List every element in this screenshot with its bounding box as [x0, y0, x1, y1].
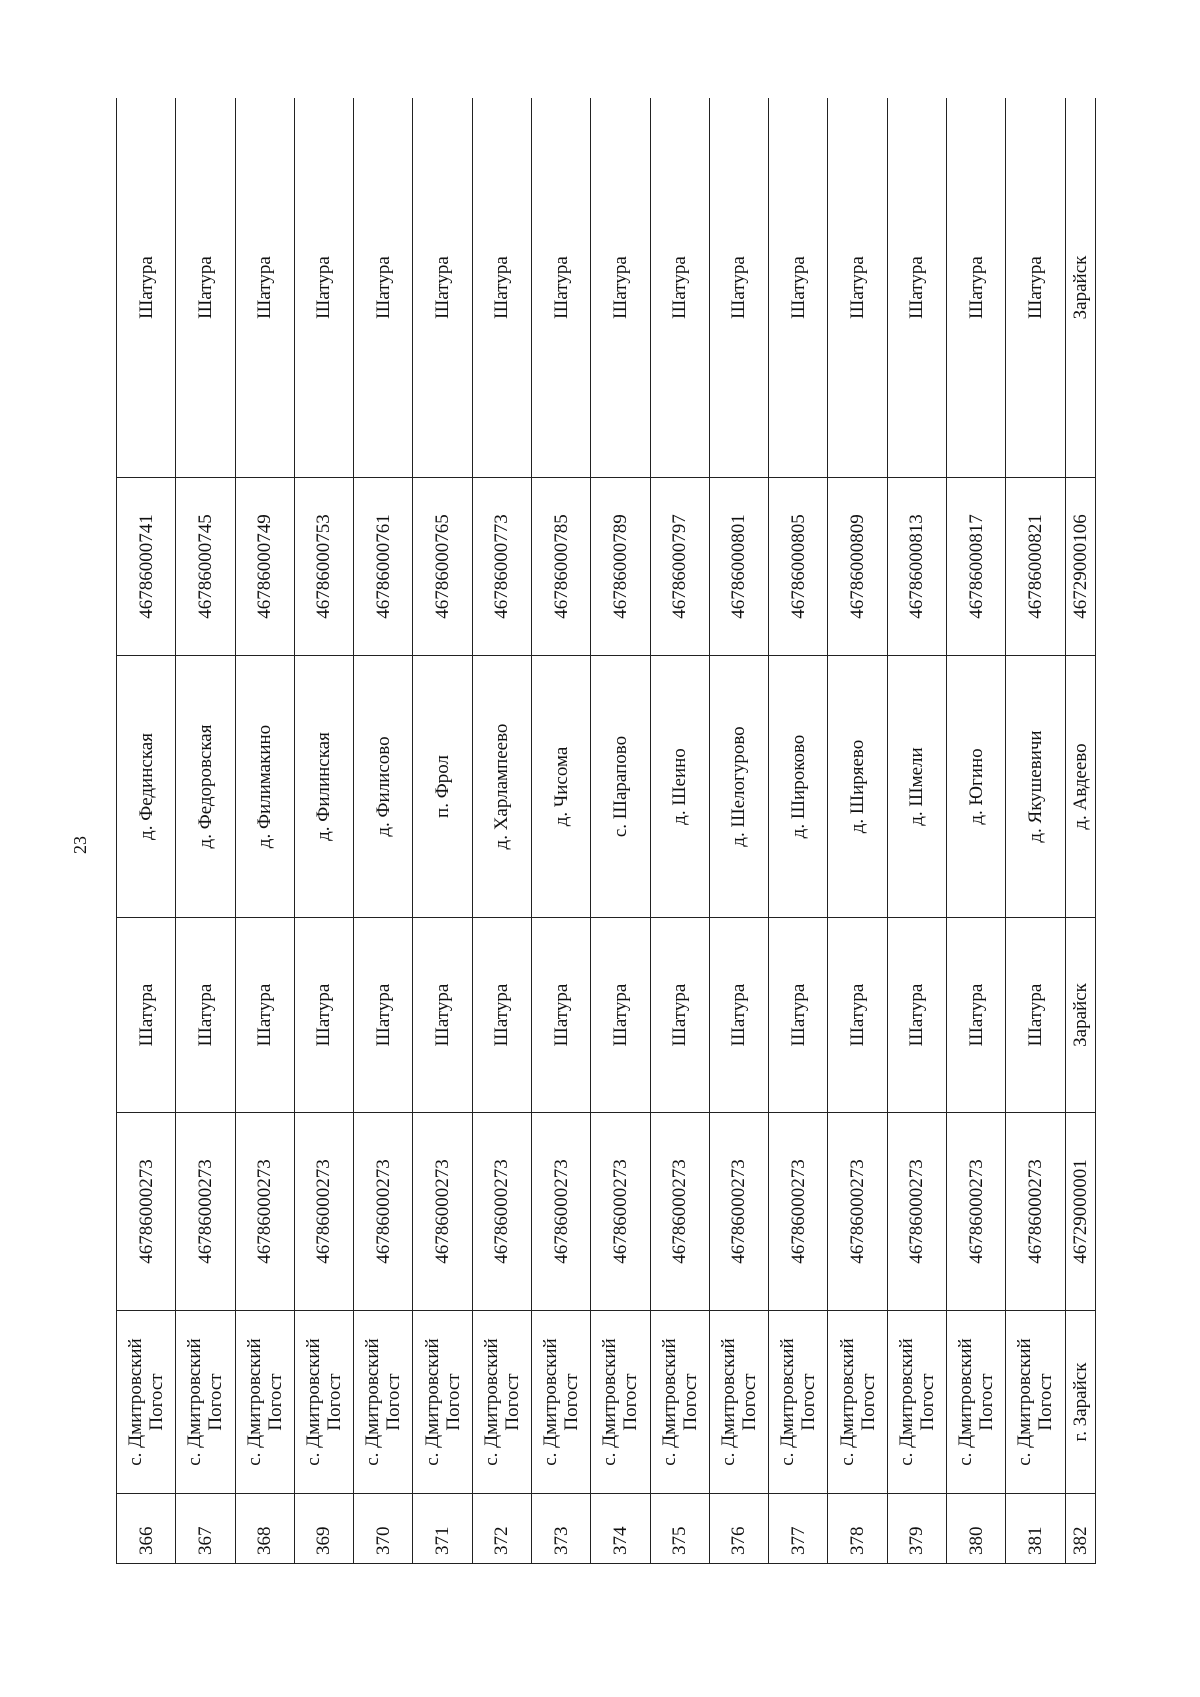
- row-number: 379: [887, 1494, 946, 1564]
- settlement-name: с. Дмитровский Погост: [117, 1311, 176, 1494]
- settlement-district: Шатура: [176, 918, 235, 1113]
- locality-district: Шатура: [472, 98, 531, 478]
- locality-name: д. Шмели: [887, 656, 946, 918]
- locality-name: д. Федоровская: [176, 656, 235, 918]
- row-number: 366: [117, 1494, 176, 1564]
- settlement-name: с. Дмитровский Погост: [531, 1311, 590, 1494]
- settlement-code: 46786000273: [354, 1113, 413, 1311]
- locality-code: 46786000821: [1006, 478, 1065, 656]
- locality-district: Шатура: [828, 98, 887, 478]
- settlement-code: 46786000273: [650, 1113, 709, 1311]
- settlement-code: 46786000273: [946, 1113, 1005, 1311]
- locality-name: д. Филимакино: [235, 656, 294, 918]
- settlement-name: с. Дмитровский Погост: [176, 1311, 235, 1494]
- table-row: [235, 98, 294, 1564]
- locality-code: 46786000817: [946, 478, 1005, 656]
- settlement-name: с. Дмитровский Погост: [946, 1311, 1005, 1494]
- table-row: [531, 98, 590, 1564]
- row-number: 375: [650, 1494, 709, 1564]
- row-number: 377: [769, 1494, 828, 1564]
- settlement-district: Шатура: [354, 918, 413, 1113]
- row-number: 368: [235, 1494, 294, 1564]
- locality-code: 46786000813: [887, 478, 946, 656]
- locality-name: д. Якушевичи: [1006, 656, 1065, 918]
- settlement-name: с. Дмитровский Погост: [650, 1311, 709, 1494]
- table-row: [176, 98, 235, 1564]
- table-row: [650, 98, 709, 1564]
- row-number: 371: [413, 1494, 472, 1564]
- settlement-name: с. Дмитровский Погост: [591, 1311, 650, 1494]
- locality-district: Шатура: [591, 98, 650, 478]
- settlement-code: 46786000273: [176, 1113, 235, 1311]
- settlement-name: г. Зарайск: [1065, 1311, 1096, 1494]
- settlement-code: 46786000273: [531, 1113, 590, 1311]
- locality-code: 46786000745: [176, 478, 235, 656]
- locality-code: 46786000797: [650, 478, 709, 656]
- settlement-district: Шатура: [413, 918, 472, 1113]
- locality-district: Шатура: [176, 98, 235, 478]
- settlement-name: с. Дмитровский Погост: [294, 1311, 353, 1494]
- row-number: 367: [176, 1494, 235, 1564]
- locality-code: 46786000809: [828, 478, 887, 656]
- locality-name: д. Ширяево: [828, 656, 887, 918]
- settlement-district: Шатура: [591, 918, 650, 1113]
- settlement-district: Шатура: [828, 918, 887, 1113]
- settlement-code: 46786000273: [235, 1113, 294, 1311]
- settlement-name: с. Дмитровский Погост: [1006, 1311, 1065, 1494]
- locality-code: 46786000805: [769, 478, 828, 656]
- settlement-district: Шатура: [709, 918, 768, 1113]
- settlement-code: 46786000273: [472, 1113, 531, 1311]
- settlement-name: с. Дмитровский Погост: [235, 1311, 294, 1494]
- locality-name: д. Югино: [946, 656, 1005, 918]
- settlement-code: 46786000273: [828, 1113, 887, 1311]
- settlement-name: с. Дмитровский Погост: [828, 1311, 887, 1494]
- locality-code: 46786000801: [709, 478, 768, 656]
- settlement-name: с. Дмитровский Погост: [769, 1311, 828, 1494]
- settlement-code: 46786000273: [769, 1113, 828, 1311]
- locality-district: Шатура: [354, 98, 413, 478]
- table-row: [1065, 98, 1096, 1564]
- settlement-name: с. Дмитровский Погост: [413, 1311, 472, 1494]
- locality-name: д. Филисово: [354, 656, 413, 918]
- settlement-name: с. Дмитровский Погост: [472, 1311, 531, 1494]
- page-number: 23: [69, 836, 90, 854]
- locality-district: Шатура: [946, 98, 1005, 478]
- settlement-district: Шатура: [531, 918, 590, 1113]
- settlement-district: Зарайск: [1065, 918, 1096, 1113]
- row-number: 376: [709, 1494, 768, 1564]
- settlement-code: 46786000273: [413, 1113, 472, 1311]
- row-number: 372: [472, 1494, 531, 1564]
- locality-code: 46786000765: [413, 478, 472, 656]
- settlement-code: 46786000273: [294, 1113, 353, 1311]
- locality-name: д. Фединская: [117, 656, 176, 918]
- row-number: 374: [591, 1494, 650, 1564]
- row-number: 380: [946, 1494, 1005, 1564]
- settlement-district: Шатура: [946, 918, 1005, 1113]
- locality-name: д. Авдеево: [1065, 656, 1096, 918]
- locality-district: Шатура: [117, 98, 176, 478]
- settlement-district: Шатура: [1006, 918, 1065, 1113]
- settlement-district: Шатура: [294, 918, 353, 1113]
- data-table: [116, 98, 1096, 1564]
- settlement-code: 46786000273: [709, 1113, 768, 1311]
- locality-name: д. Чисома: [531, 656, 590, 918]
- table-container: [116, 98, 1096, 1564]
- locality-code: 46786000785: [531, 478, 590, 656]
- settlement-district: Шатура: [117, 918, 176, 1113]
- settlement-code: 46786000273: [117, 1113, 176, 1311]
- settlement-district: Шатура: [650, 918, 709, 1113]
- locality-code: 46786000749: [235, 478, 294, 656]
- table-row: [887, 98, 946, 1564]
- settlement-district: Шатура: [887, 918, 946, 1113]
- row-number: 382: [1065, 1494, 1096, 1564]
- locality-district: Шатура: [294, 98, 353, 478]
- locality-district: Шатура: [531, 98, 590, 478]
- locality-name: д. Шелогурово: [709, 656, 768, 918]
- locality-district: Шатура: [769, 98, 828, 478]
- settlement-code: 46786000273: [591, 1113, 650, 1311]
- locality-code: 46786000773: [472, 478, 531, 656]
- locality-district: Шатура: [413, 98, 472, 478]
- locality-name: д. Харлампеево: [472, 656, 531, 918]
- table-row: [946, 98, 1005, 1564]
- table-row: [413, 98, 472, 1564]
- settlement-name: с. Дмитровский Погост: [709, 1311, 768, 1494]
- table-row: [591, 98, 650, 1564]
- settlement-district: Шатура: [472, 918, 531, 1113]
- locality-district: Зарайск: [1065, 98, 1096, 478]
- table-row: [709, 98, 768, 1564]
- table-row: [472, 98, 531, 1564]
- row-number: 370: [354, 1494, 413, 1564]
- row-number: 378: [828, 1494, 887, 1564]
- locality-name: с. Шарапово: [591, 656, 650, 918]
- locality-district: Шатура: [887, 98, 946, 478]
- locality-name: д. Широково: [769, 656, 828, 918]
- table-row: [354, 98, 413, 1564]
- settlement-district: Шатура: [769, 918, 828, 1113]
- settlement-code: 46729000001: [1065, 1113, 1096, 1311]
- settlement-code: 46786000273: [1006, 1113, 1065, 1311]
- locality-district: Шатура: [235, 98, 294, 478]
- table-row: [294, 98, 353, 1564]
- locality-name: п. Фрол: [413, 656, 472, 918]
- locality-code: 46786000741: [117, 478, 176, 656]
- locality-district: Шатура: [1006, 98, 1065, 478]
- table-row: [1006, 98, 1065, 1564]
- locality-name: д. Филинская: [294, 656, 353, 918]
- table-row: [769, 98, 828, 1564]
- row-number: 373: [531, 1494, 590, 1564]
- row-number: 381: [1006, 1494, 1065, 1564]
- row-number: 369: [294, 1494, 353, 1564]
- settlement-code: 46786000273: [887, 1113, 946, 1311]
- locality-code: 46786000753: [294, 478, 353, 656]
- settlement-name: с. Дмитровский Погост: [354, 1311, 413, 1494]
- locality-code: 46729000106: [1065, 478, 1096, 656]
- table-row: [117, 98, 176, 1564]
- settlement-name: с. Дмитровский Погост: [887, 1311, 946, 1494]
- locality-code: 46786000761: [354, 478, 413, 656]
- table-row: [828, 98, 887, 1564]
- locality-district: Шатура: [650, 98, 709, 478]
- locality-district: Шатура: [709, 98, 768, 478]
- locality-code: 46786000789: [591, 478, 650, 656]
- settlement-district: Шатура: [235, 918, 294, 1113]
- locality-name: д. Шеино: [650, 656, 709, 918]
